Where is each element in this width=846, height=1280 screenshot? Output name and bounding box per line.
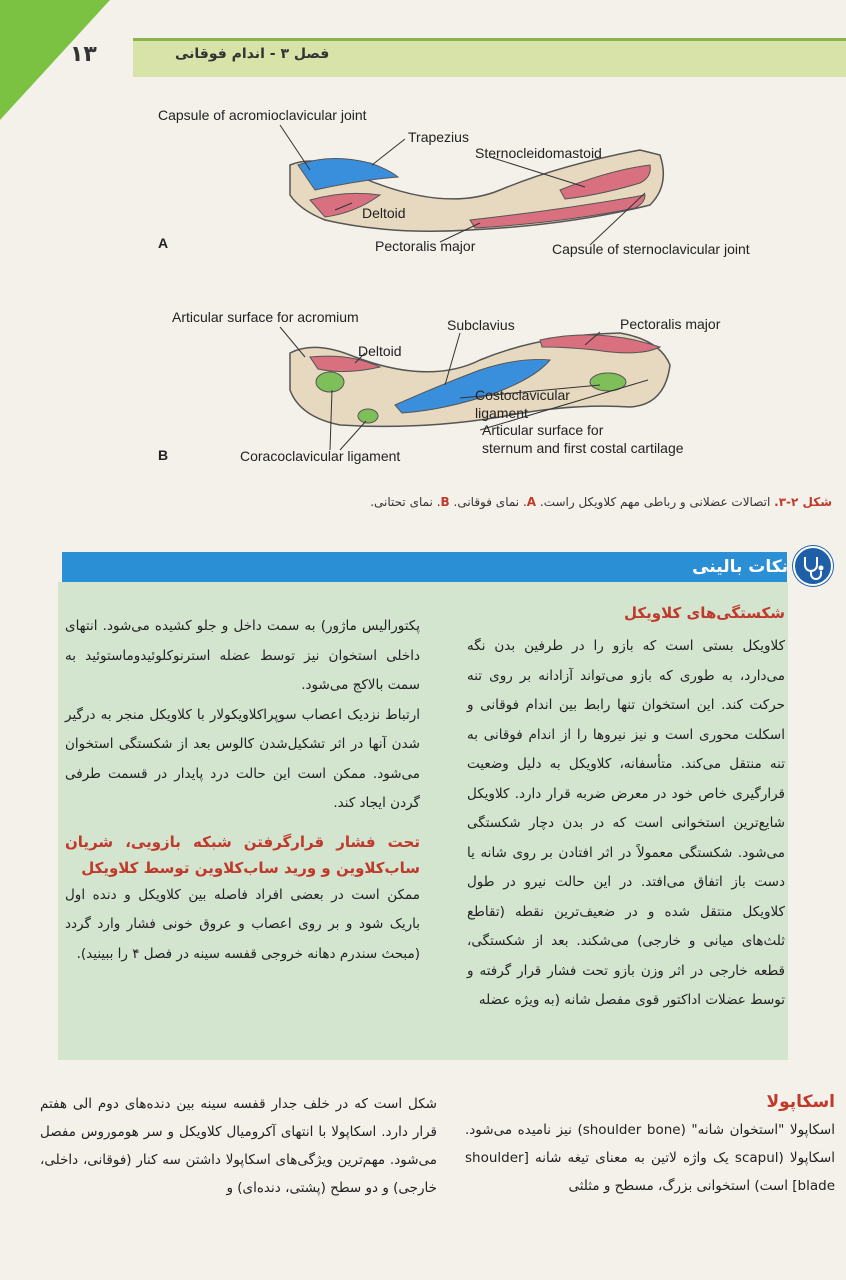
scapula-continued: [40, 1090, 437, 1202]
scapula-section: [465, 1088, 835, 1200]
label-articular-sternum: Articular surface for: [482, 422, 604, 438]
clinical-left-p1: پکتورالیس ماژور) به سمت داخل و جلو کشیده می‌شود. انتهای داخلی استخوان نیز توسط عضله استرنوکلوئیدوماستوئید به سمت بالاکج می‌شود.: [65, 618, 420, 693]
label-capsule-sternoclavicular: Capsule of sternoclavicular joint: [552, 241, 750, 257]
scapula-heading: اسکاپولا: [766, 1092, 835, 1112]
label-pectoralis-major-b: Pectoralis major: [620, 316, 721, 332]
label-ligament: ligament: [475, 405, 528, 421]
clinical-left-p2: ارتباط نزدیک اعصاب سوپراکلاویکولار با کلاویکل منجر به درگیر شدن آنها در اثر تشکیل‌شدن کالوس بعد از شکستگی استخوان می‌شود. ممکن است این حالت درد پایدار در قسمت طرفی گردن ایجاد کند.: [65, 706, 420, 811]
label-pectoralis-major-a: Pectoralis major: [375, 238, 476, 254]
scapula-text: اسکاپولا "استخوان شانه" (shoulder bone) نیز نامیده می‌شود. اسکاپولا (scapul یک واژه لاتین به معنای تیغه شانه [shoulder blade] است) استخوانی بزرگ، مسطح و مثلثی: [465, 1122, 835, 1194]
label-sternocleidomastoid: Sternocleidomastoid: [475, 145, 602, 161]
clinical-left-column: [65, 612, 420, 969]
clavicle-fracture-heading: شکستگی‌های کلاویکل: [624, 604, 785, 622]
compression-heading: تحت فشار قرارگرفتن شبکه بازویی، شریان ساب‌کلاوین و ورید ساب‌کلاوین توسط کلاویکل: [65, 832, 420, 877]
label-capsule-acromioclavicular: Capsule of acromioclavicular joint: [158, 107, 367, 123]
label-first-costal: sternum and first costal cartilage: [482, 440, 684, 456]
clavicle-figure: [140, 95, 820, 480]
compression-text: ممکن است در بعضی افراد فاصله بین کلاویکل و دنده اول باریک شود و بر روی اعصاب و عروق خونی فشار وارد گردد (مبحث سندرم دهانه خروجی قفسه سینه در فصل ۴ را ببینید).: [65, 886, 420, 962]
clinical-notes-bar: [62, 552, 787, 582]
chapter-title: فصل ۳ - اندام فوقانی: [175, 46, 330, 62]
label-coracoclavicular: Coracoclavicular ligament: [240, 448, 401, 464]
label-articular-acromium: Articular surface for acromium: [172, 309, 359, 325]
trapezoid-line: [358, 409, 378, 423]
label-trapezius: Trapezius: [408, 129, 469, 145]
clinical-notes-title: نکات بالینی: [692, 557, 788, 577]
label-deltoid-b: Deltoid: [358, 343, 402, 359]
clinical-right-column: [467, 600, 785, 1016]
clavicle-fracture-text: کلاویکل بستی است که بازو را در طرفین بدن نگه می‌دارد، به طوری که بازو می‌تواند آزادانه بر روی تنه حرکت کند. این استخوان تنها رابط بین اندام فوقانی و اسکلت محوری است و نیز نیروها را از اندام فوقانی به تنه منتقل می‌کند. متأسفانه، کلاویکل به دلیل وضعیت قرارگیری خاص خود در معرض ضربه قرار دارد. کلاویکل شایع‌ترین استخوانی است که در بدن دچار شکستگی می‌شود. شکستگی معمولاً در اثر افتادن بر روی شانه یا دست باز اتفاق می‌افتد. در این حالت نیرو در طول کلاویکل منتقل شده و در ضعیف‌ترین نقطه (تقاطع ثلث‌های میانی و خارجی) می‌شکند. بعد از شکستگی، قطعه خارجی در اثر وزن بازو تحت فشار قرار گرفته و توسط عضلات اداکتور قوی مفصل شانه (به ویژه عضله: [467, 638, 785, 1008]
panel-b-label: B: [158, 447, 169, 463]
stethoscope-icon: [793, 546, 833, 586]
figure-caption: شکل ۲-۳. اتصالات عضلانی و رباطی مهم کلاویکل راست. A. نمای فوقانی. B. نمای تحتانی.: [370, 495, 832, 509]
label-costoclavicular: Costoclavicular: [475, 387, 570, 403]
page-number: ۱۳: [70, 42, 97, 67]
label-subclavius: Subclavius: [447, 317, 515, 333]
panel-a-label: A: [158, 235, 169, 251]
label-deltoid-a: Deltoid: [362, 205, 406, 221]
scapula-continued-text: شکل است که در خلف جدار قفسه سینه بین دنده‌های دوم الی هفتم قرار دارد. اسکاپولا با انتهای آکرومیال کلاویکل و سر هوموروس مفصل می‌شود. مهم‌ترین ویژگی‌های اسکاپولا داشتن سه کنار (فوقانی، داخلی، خارجی) و دو سطح (پشتی، دنده‌ای) و: [40, 1096, 437, 1196]
coracoclavicular-tubercle: [316, 372, 344, 392]
